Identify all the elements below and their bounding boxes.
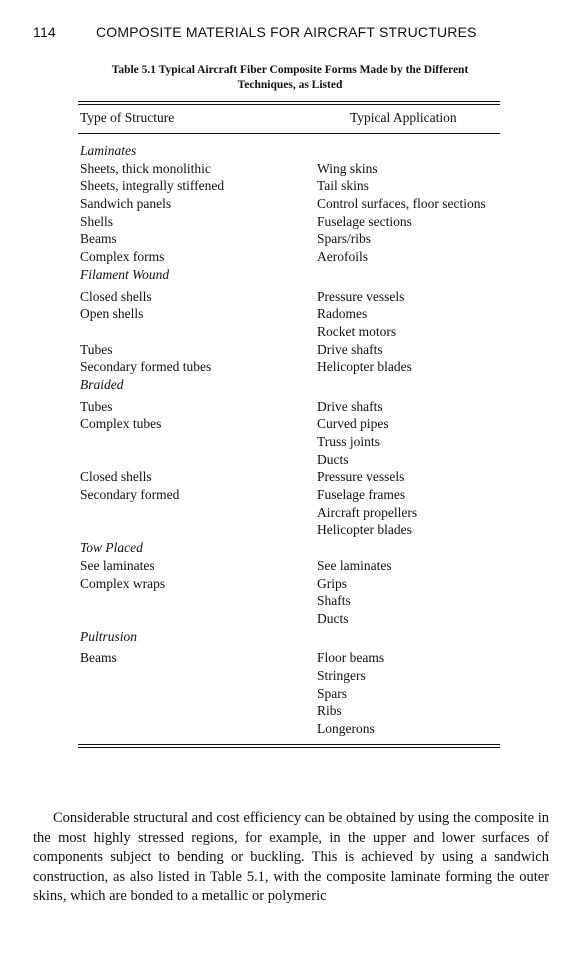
table-row	[80, 592, 510, 610]
application-cell: Drive shafts	[317, 341, 383, 357]
structure-cell: Closed shells	[80, 288, 152, 304]
table-top-rule-2	[78, 104, 500, 105]
application-cell: Helicopter blades	[317, 359, 412, 375]
running-title: COMPOSITE MATERIALS FOR AIRCRAFT STRUCTURES	[96, 24, 477, 40]
table-section-heading	[80, 142, 510, 160]
application-cell: Fuselage sections	[317, 213, 412, 229]
structure-cell: Secondary formed	[80, 487, 180, 503]
structure-cell: Tubes	[80, 341, 113, 357]
table-row	[80, 341, 510, 359]
structure-cell: Beams	[80, 231, 117, 247]
application-cell: Helicopter blades	[317, 522, 412, 538]
section-heading-label: Braided	[80, 376, 124, 392]
page-number: 114	[33, 24, 56, 40]
table-section-heading	[80, 628, 510, 646]
table-row	[80, 415, 510, 433]
application-cell: Spars/ribs	[317, 231, 371, 247]
structure-cell: Shells	[80, 213, 114, 229]
table-row	[80, 433, 510, 451]
table-bottom-rule-2	[78, 747, 500, 748]
application-cell: Grips	[317, 575, 347, 591]
application-cell: Pressure vessels	[317, 469, 405, 485]
table-row	[80, 649, 510, 667]
structure-cell: Closed shells	[80, 469, 152, 485]
application-cell: Control surfaces, floor sections	[317, 196, 486, 212]
table-row	[80, 667, 510, 685]
structure-cell: Beams	[80, 650, 117, 666]
application-cell: Fuselage frames	[317, 487, 406, 503]
structure-cell: Open shells	[80, 306, 144, 322]
table-row	[80, 702, 510, 720]
table-row	[80, 358, 510, 376]
section-heading-label: Laminates	[80, 143, 137, 158]
structure-cell: Complex tubes	[80, 416, 162, 432]
table-row	[80, 468, 510, 486]
application-cell: Drive shafts	[317, 398, 383, 414]
table-caption-line-2: Techniques, as Listed	[237, 78, 343, 91]
table-row	[80, 521, 510, 539]
application-cell: Aerofoils	[317, 249, 368, 265]
table-body	[80, 142, 510, 738]
structure-cell: Complex wraps	[80, 575, 166, 591]
structure-cell: Sandwich panels	[80, 196, 172, 212]
table-row	[80, 557, 510, 575]
application-cell: Floor beams	[317, 650, 385, 666]
table-row	[80, 248, 510, 266]
table-caption	[60, 63, 520, 92]
application-cell: Wing skins	[317, 160, 378, 176]
table-row	[80, 486, 510, 504]
table-row	[80, 160, 510, 178]
column-header-application: Typical Application	[350, 110, 457, 125]
application-cell: Rocket motors	[317, 323, 397, 339]
application-cell: Tail skins	[317, 178, 369, 194]
table-row	[80, 230, 510, 248]
table-row	[80, 720, 510, 738]
table-header-rule	[78, 133, 500, 134]
structure-cell: See laminates	[80, 557, 155, 573]
table-row	[80, 685, 510, 703]
body-paragraph: Considerable structural and cost efficiency can be obtained by using the composite in the most highly stressed regions, for example, in the upper and lower surfaces of components subject to bending or buckling. This is achieved by using a sandwich construction, as also listed in Table 5.1, with the composite laminate forming the outer skins, which are bonded to a metallic or polymeric	[33, 810, 549, 905]
table-row	[80, 213, 510, 231]
application-cell: Ducts	[317, 610, 349, 626]
application-cell: Ribs	[317, 703, 342, 719]
application-cell: Aircraft propellers	[317, 504, 418, 520]
structure-cell: Secondary formed tubes	[80, 359, 212, 375]
table-top-rule-1	[78, 101, 500, 102]
table-row	[80, 451, 510, 469]
structure-cell: Complex forms	[80, 249, 165, 265]
application-cell: Ducts	[317, 451, 349, 467]
table-section-heading	[80, 266, 510, 284]
table-row	[80, 610, 510, 628]
application-cell: Longerons	[317, 721, 375, 736]
application-cell: Radomes	[317, 306, 368, 322]
application-cell: Shafts	[317, 593, 351, 609]
table-row	[80, 398, 510, 416]
table-row	[80, 323, 510, 341]
application-cell: Stringers	[317, 667, 366, 683]
application-cell: Spars	[317, 685, 347, 701]
application-cell: Curved pipes	[317, 416, 389, 432]
table-bottom-rule-1	[78, 744, 500, 745]
table-section-heading	[80, 539, 510, 557]
structure-cell: Tubes	[80, 398, 113, 414]
section-heading-label: Filament Wound	[80, 266, 170, 282]
table-row	[80, 288, 510, 306]
table-row	[80, 177, 510, 195]
table-row	[80, 504, 510, 522]
application-cell: See laminates	[317, 557, 392, 573]
table-row	[80, 195, 510, 213]
application-cell: Pressure vessels	[317, 288, 405, 304]
structure-cell: Sheets, integrally stiffened	[80, 178, 225, 194]
application-cell: Truss joints	[317, 434, 380, 449]
structure-cell: Sheets, thick monolithic	[80, 160, 211, 176]
table-row	[80, 575, 510, 593]
section-heading-label: Tow Placed	[80, 540, 143, 556]
column-header-structure: Type of Structure	[80, 110, 175, 125]
table-section-heading	[80, 376, 510, 394]
table-caption-line-1: Table 5.1 Typical Aircraft Fiber Composite Forms Made by the Different	[111, 64, 469, 76]
section-heading-label: Pultrusion	[80, 628, 138, 644]
table-row	[80, 305, 510, 323]
